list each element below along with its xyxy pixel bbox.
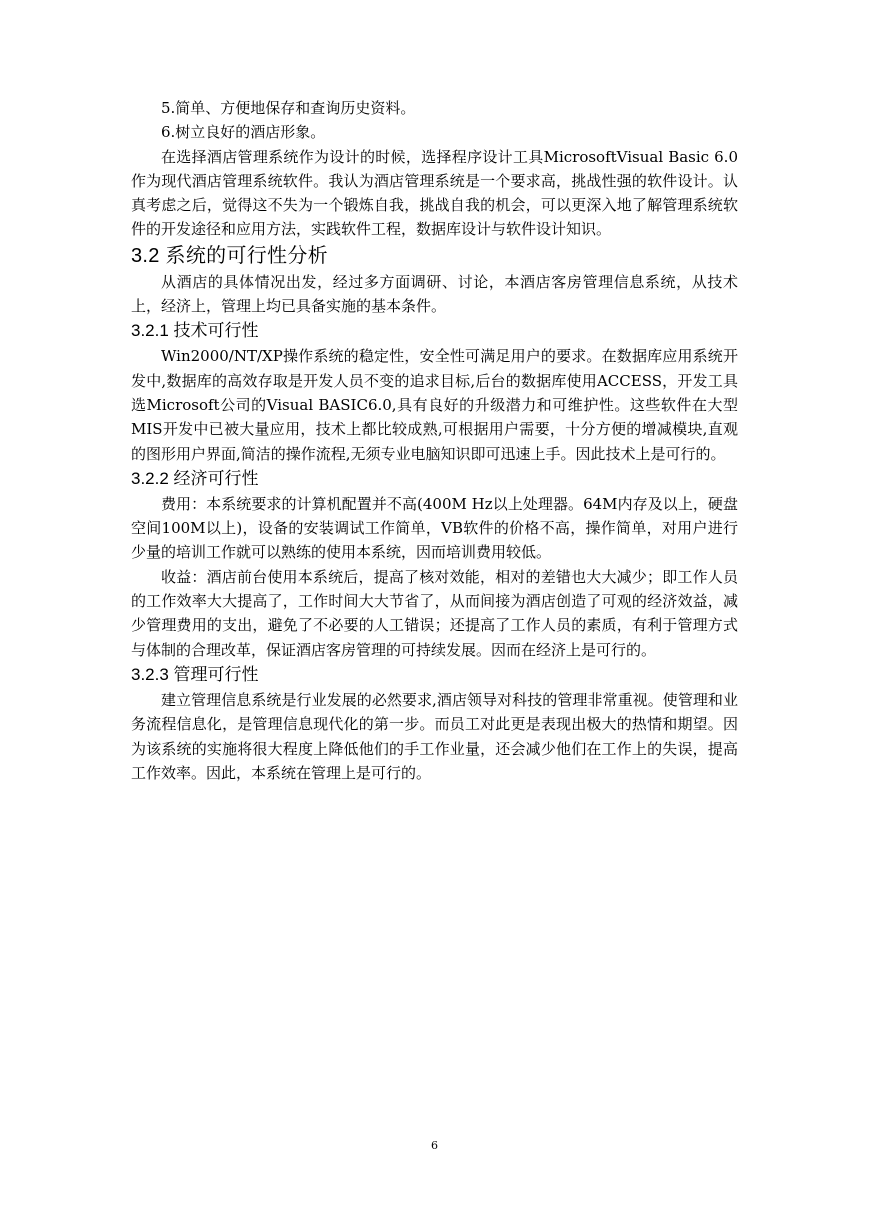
intro-paragraph: 在选择酒店管理系统作为设计的时候，选择程序设计工具MicrosoftVisual Basic 6.0作为现代酒店管理系统软件。我认为酒店管理系统是一个要求高，挑战性强的软件设计。认真考虑之后，觉得这不失为一个锻炼自我，挑战自我的机会，可以更深入地了解管理系统软件的开发途径和应用方法，实践软件工程，数据库设计与软件设计知识。 xyxy=(131,147,738,239)
document-page xyxy=(131,96,738,785)
section-heading-3-2-2: 3.2.2 经济可行性 xyxy=(131,468,259,488)
list-item-6: 6.树立良好的酒店形象。 xyxy=(161,123,326,142)
page-number: 6 xyxy=(431,1139,438,1152)
section-3-2-2-benefit-paragraph: 收益：酒店前台使用本系统后，提高了核对效能，相对的差错也大大减少；即工作人员的工作效率大大提高了，工作时间大大节省了，从而间接为酒店创造了可观的经济效益，减少管理费用的支出，避免了不必要的人工错误；还提高了工作人员的素质，有利于管理方式与体制的合理改革，保证酒店客房管理的可持续发展。因而在经济上是可行的。 xyxy=(131,567,738,659)
section-heading-3-2: 3.2 系统的可行性分析 xyxy=(131,244,328,267)
section-3-2-1-paragraph: Win2000/NT/XP操作系统的稳定性，安全性可满足用户的要求。在数据库应用系统开发中,数据库的高效存取是开发人员不变的追求目标,后台的数据库使用ACCESS，开发工具选Microsoft公司的Visual BASIC6.0,具有良好的升级潜力和可维护性。这些软件在大型MIS开发中已被大量应用，技术上都比较成熟,可根据用户需要，十分方便的增减模块,直观的图形用户界面,简洁的操作流程,无须专业电脑知识即可迅速上手。因此技术上是可行的。 xyxy=(131,347,738,463)
section-heading-3-2-3: 3.2.3 管理可行性 xyxy=(131,664,259,684)
section-3-2-paragraph: 从酒店的具体情况出发，经过多方面调研、讨论，本酒店客房管理信息系统，从技术上，经济上，管理上均已具备实施的基本条件。 xyxy=(131,272,738,316)
section-3-2-3-paragraph: 建立管理信息系统是行业发展的必然要求,酒店领导对科技的管理非常重视。使管理和业务流程信息化，是管理信息现代化的第一步。而员工对此更是表现出极大的热情和期望。因为该系统的实施将很大程度上降低他们的手工作业量，还会减少他们在工作上的失误，提高工作效率。因此，本系统在管理上是可行的。 xyxy=(131,690,738,782)
section-3-2-2-cost-paragraph: 费用：本系统要求的计算机配置并不高(400M Hz以上处理器。64M内存及以上，硬盘空间100M以上)，设备的安装调试工作简单，VB软件的价格不高，操作简单，对用户进行少量的培训工作就可以熟练的使用本系统，因而培训费用较低。 xyxy=(131,494,738,562)
list-item-5: 5.简单、方便地保存和查询历史资料。 xyxy=(161,99,416,117)
section-heading-3-2-1: 3.2.1 技术可行性 xyxy=(131,321,259,341)
